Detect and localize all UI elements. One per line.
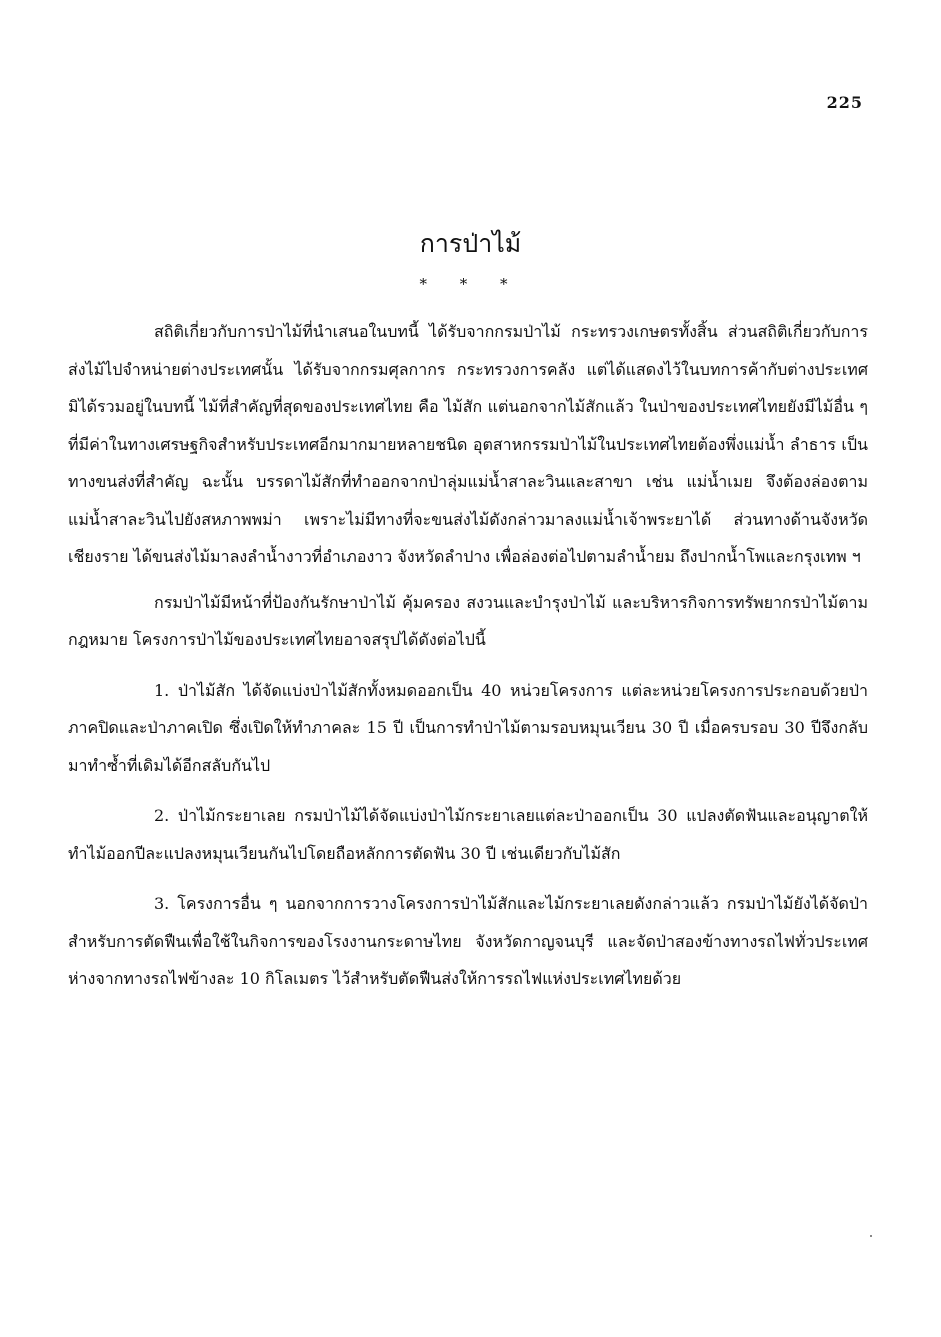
paragraph-item-other-projects: 3. โครงการอื่น ๆ นอกจากการวางโครงการป่าไม้สักและไม้กระยาเลยดังกล่าวแล้ว กรมป่าไม้ยังได้จัดป่าสำหรับการตัดฟืนเพื่อใช้ในกิจการของโรงงานกระดาษไทย จังหวัดกาญจนบุรี และจัดป่าสองข้างทางรถไฟทั่วประเทศห่างจากทางรถไฟข้างละ 10 กิโลเมตร ไว้สำหรับตัดฟืนส่งให้การรถไฟแห่งประเทศไทยด้วย [68, 894, 868, 988]
scan-speck [870, 1235, 872, 1237]
page-title: การป่าไม้ [419, 229, 522, 258]
paragraph-item-mixed-wood: 2. ป่าไม้กระยาเลย กรมป่าไม้ได้จัดแบ่งป่าไม้กระยาเลยแต่ละป่าออกเป็น 30 แปลงตัดฟันและอนุญาตให้ทำไม้ออกปีละแปลงหมุนเวียนกันไปโดยถือหลักการตัดฟัน 30 ปี เช่นเดียวกับไม้สัก [68, 806, 868, 863]
page-number: 225 [826, 93, 863, 112]
document-body [68, 313, 868, 998]
paragraph-forestry-department: กรมป่าไม้มีหน้าที่ป้องกันรักษาป่าไม้ คุ้มครอง สงวนและบำรุงป่าไม้ และบริหารกิจการทรัพยากรป่าไม้ตามกฎหมาย โครงการป่าไม้ของประเทศไทยอาจสรุปได้ดังต่อไปนี้ [68, 592, 868, 649]
paragraph-intro: สถิติเกี่ยวกับการป่าไม้ที่นำเสนอในบทนี้ ได้รับจากกรมป่าไม้ กระทรวงเกษตรทั้งสิ้น ส่วนสถิติเกี่ยวกับการส่งไม้ไปจำหน่ายต่างประเทศนั้น ได้รับจากกรมศุลกากร กระทรวงการคลัง แต่ได้แสดงไว้ในบทการค้ากับต่างประเทศมิได้รวมอยู่ในบทนี้ ไม้ที่สำคัญที่สุดของประเทศไทย คือ ไม้สัก แต่นอกจากไม้สักแล้ว ในป่าของประเทศไทยยังมีไม้อื่น ๆ ที่มีค่าในทางเศรษฐกิจสำหรับประเทศอีกมากมายหลายชนิด อุตสาหกรรมป่าไม้ในประเทศไทยต้องพึ่งแม่น้ำ ลำธาร เป็นทางขนส่งที่สำคัญ ฉะนั้น บรรดาไม้สักที่ทำออกจากป่าลุ่มแม่น้ำสาละวินและสาขา เช่น แม่น้ำเมย จึงต้องล่องตามแม่น้ำสาละวินไปยังสหภาพพม่า เพราะไม่มีทางที่จะขนส่งไม้ดังกล่าวมาลงแม่น้ำเจ้าพระยาได้ ส่วนทางด้านจังหวัดเชียงราย ได้ขนส่งไม้มาลงลำน้ำงาวที่อำเภองาว จังหวัดลำปาง เพื่อล่องต่อไปตามลำน้ำยม ถึงปากน้ำโพและกรุงเทพ ฯ [68, 322, 868, 566]
paragraph-item-teak: 1. ป่าไม้สัก ได้จัดแบ่งป่าไม้สักทั้งหมดออกเป็น 40 หน่วยโครงการ แต่ละหน่วยโครงการประกอบด้วยป่าภาคปิดและป่าภาคเปิด ซึ่งเปิดให้ทำภาคละ 15 ปี เป็นการทำป่าไม้ตามรอบหมุนเวียน 30 ปี เมื่อครบรอบ 30 ปีจึงกลับมาทำซ้ำที่เดิมได้อีกสลับกันไป [68, 680, 868, 775]
section-separator: * * * [419, 275, 522, 293]
